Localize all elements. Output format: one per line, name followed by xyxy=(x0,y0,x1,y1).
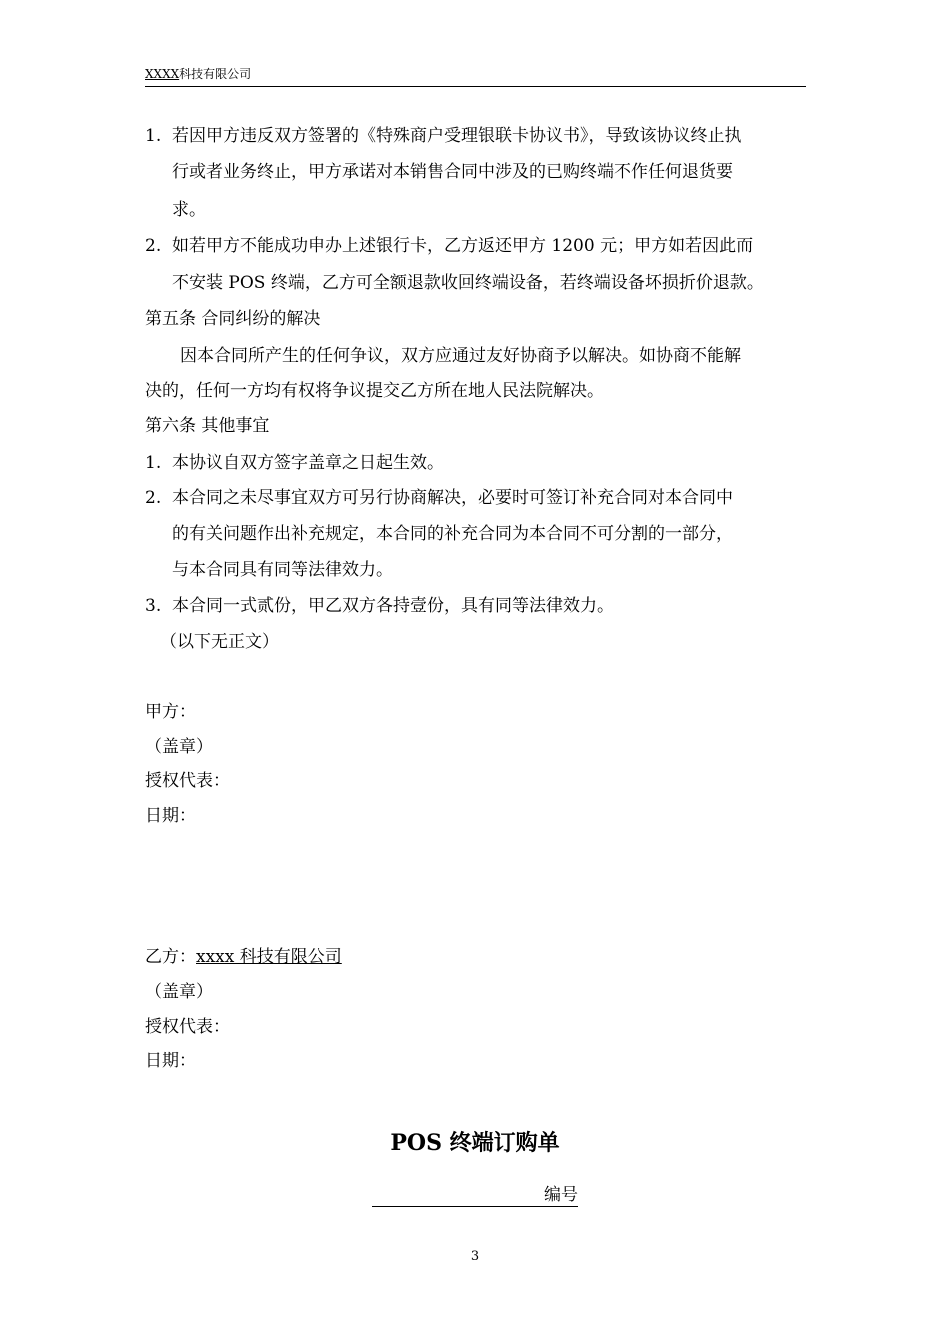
party-a-representative: 授权代表： xyxy=(145,771,230,791)
article-heading: 第六条 其他事宜 xyxy=(145,416,270,436)
serial-number-field xyxy=(372,1184,578,1207)
end-note: （以下无正文） xyxy=(160,632,279,652)
clause-number: 3. xyxy=(145,596,162,616)
party-b-date: 日期： xyxy=(145,1051,196,1071)
clause-text: 本合同一式贰份，甲乙双方各持壹份，具有同等法律效力。 xyxy=(172,596,614,616)
clause-text: 的有关问题作出补充规定，本合同的补充合同为本合同不可分割的一部分， xyxy=(172,524,733,544)
article-paragraph: 因本合同所产生的任何争议，双方应通过友好协商予以解决。如协商不能解 xyxy=(180,346,741,366)
party-b-line xyxy=(145,946,342,968)
article-paragraph: 决的，任何一方均有权将争议提交乙方所在地人民法院解决。 xyxy=(145,381,604,401)
page-number: 3 xyxy=(470,1249,480,1264)
header-company-rest: 科技有限公司 xyxy=(179,67,252,81)
clause-text: 如若甲方不能成功申办上述银行卡，乙方返还甲方 1200 元；甲方如若因此而 xyxy=(172,236,754,256)
order-form-title: POS 终端订购单 xyxy=(390,1130,560,1156)
serial-number-label: 编号 xyxy=(544,1185,578,1205)
clause-number: 2. xyxy=(145,236,162,256)
party-a-seal: （盖章） xyxy=(145,737,213,757)
party-a-label: 甲方： xyxy=(145,702,196,722)
page-header xyxy=(145,66,806,87)
clause-text: 与本合同具有同等法律效力。 xyxy=(172,560,393,580)
clause-text: 若因甲方违反双方签署的《特殊商户受理银联卡协议书》，导致该协议终止执 xyxy=(172,126,742,146)
party-a-date: 日期： xyxy=(145,806,196,826)
clause-text: 本合同之未尽事宜双方可另行协商解决，必要时可签订补充合同对本合同中 xyxy=(172,488,733,508)
clause-number: 2. xyxy=(145,488,162,508)
party-b-name: xxxx 科技有限公司 xyxy=(196,947,342,967)
article-heading: 第五条 合同纠纷的解决 xyxy=(145,309,321,329)
clause-number: 1. xyxy=(145,453,162,473)
party-b-seal: （盖章） xyxy=(145,982,213,1002)
party-b-representative: 授权代表： xyxy=(145,1017,230,1037)
clause-text: 行或者业务终止，甲方承诺对本销售合同中涉及的已购终端不作任何退货要 xyxy=(172,162,733,182)
clause-number: 1. xyxy=(145,126,162,146)
clause-text: 不安装 POS 终端，乙方可全额退款收回终端设备，若终端设备坏损折价退款。 xyxy=(172,273,764,293)
clause-text: 求。 xyxy=(172,200,206,220)
header-company-latin: XXXX xyxy=(145,67,180,81)
clause-text: 本协议自双方签字盖章之日起生效。 xyxy=(172,453,444,473)
party-b-label: 乙方： xyxy=(145,947,196,967)
